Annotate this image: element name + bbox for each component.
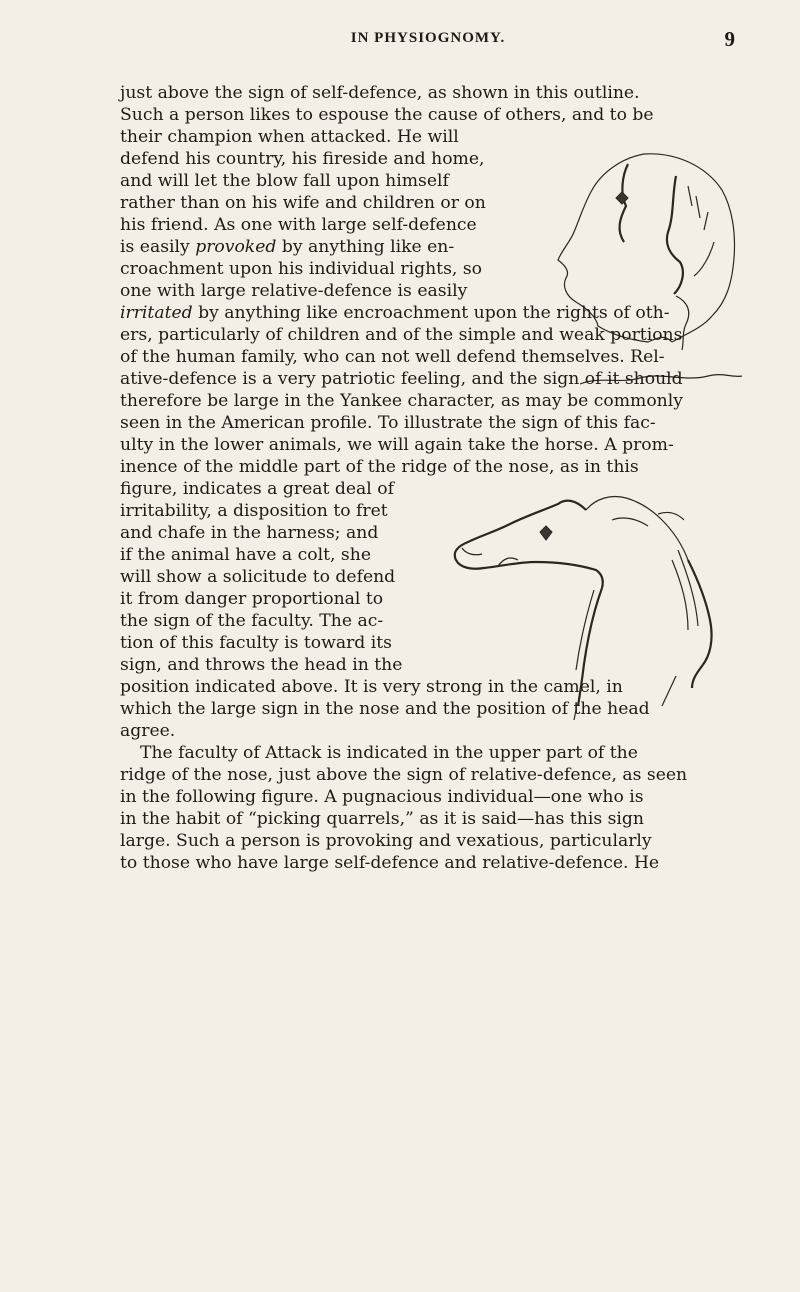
text-line: of the human family, who can not well defend themselves. Rel-: [120, 347, 665, 367]
text-line: figure, indicates a great deal of: [120, 479, 394, 499]
text-line: inence of the middle part of the ridge of the nose, as in this: [120, 457, 639, 477]
text-line: rather than on his wife and children or on: [120, 193, 486, 213]
text-line: ridge of the nose, just above the sign of relative-defence, as seen: [120, 765, 688, 785]
text-line: agree.: [120, 721, 176, 741]
text-line: sign, and throws the head in the: [120, 655, 403, 675]
text-line: defend his country, his fireside and home,: [120, 149, 485, 169]
text-line: ative-defence is a very patriotic feeling, and the sign of it should: [120, 369, 683, 389]
text-line: irritability, a disposition to fret: [120, 501, 388, 521]
text-line: large. Such a person is provoking and vexatious, particularly: [120, 831, 652, 851]
text-line: and will let the blow fall upon himself: [120, 171, 449, 191]
text-line: position indicated above. It is very strong in the camel, in: [120, 677, 623, 697]
text-line: therefore be large in the Yankee character, as may be commonly: [120, 391, 683, 411]
paragraph-2: [120, 742, 746, 874]
running-title: IN PHYSIOGNOMY.: [350, 30, 506, 46]
text-line: Such a person likes to espouse the cause of others, and to be: [120, 105, 654, 125]
text-line: the sign of the faculty. The ac-: [120, 611, 384, 631]
text-line: in the habit of “picking quarrels,” as it is said—has this sign: [120, 809, 644, 829]
text-line: ulty in the lower animals, we will again take the horse. A prom-: [120, 435, 674, 455]
text-line: one with large relative-defence is easily: [120, 281, 468, 301]
text-line: their champion when attacked. He will: [120, 127, 459, 147]
text-line: and chafe in the harness; and: [120, 523, 379, 543]
text-line: just above the sign of self-defence, as shown in this outline.: [120, 83, 640, 103]
text-line: ers, particularly of children and of the simple and weak portions: [120, 325, 683, 345]
page-header: [120, 27, 736, 54]
text-line: The faculty of Attack is indicated in the upper part of the: [140, 743, 638, 763]
text-line: irritated by anything like encroachment upon the rights of oth-: [120, 303, 670, 323]
text-line: his friend. As one with large self-defence: [120, 215, 477, 235]
text-line: will show a solicitude to defend: [120, 567, 396, 587]
text-line: it from danger proportional to: [120, 589, 384, 609]
text-line: to those who have large self-defence and relative-defence. He: [120, 853, 660, 873]
text-line: tion of this faculty is toward its: [120, 633, 392, 653]
page-number: 9: [724, 27, 736, 51]
text-line: if the animal have a colt, she: [120, 545, 371, 565]
text-line: which the large sign in the nose and the position of the head: [120, 699, 650, 719]
text-line: seen in the American profile. To illustrate the sign of this fac-: [120, 413, 656, 433]
italic-word: provoked: [195, 237, 277, 257]
text-line: is easily provoked by anything like en-: [120, 237, 455, 257]
text-line: croachment upon his individual rights, so: [120, 259, 483, 279]
body-text: [120, 82, 746, 874]
text-line: in the following figure. A pugnacious individual—one who is: [120, 787, 644, 807]
italic-word: irritated: [120, 303, 193, 323]
